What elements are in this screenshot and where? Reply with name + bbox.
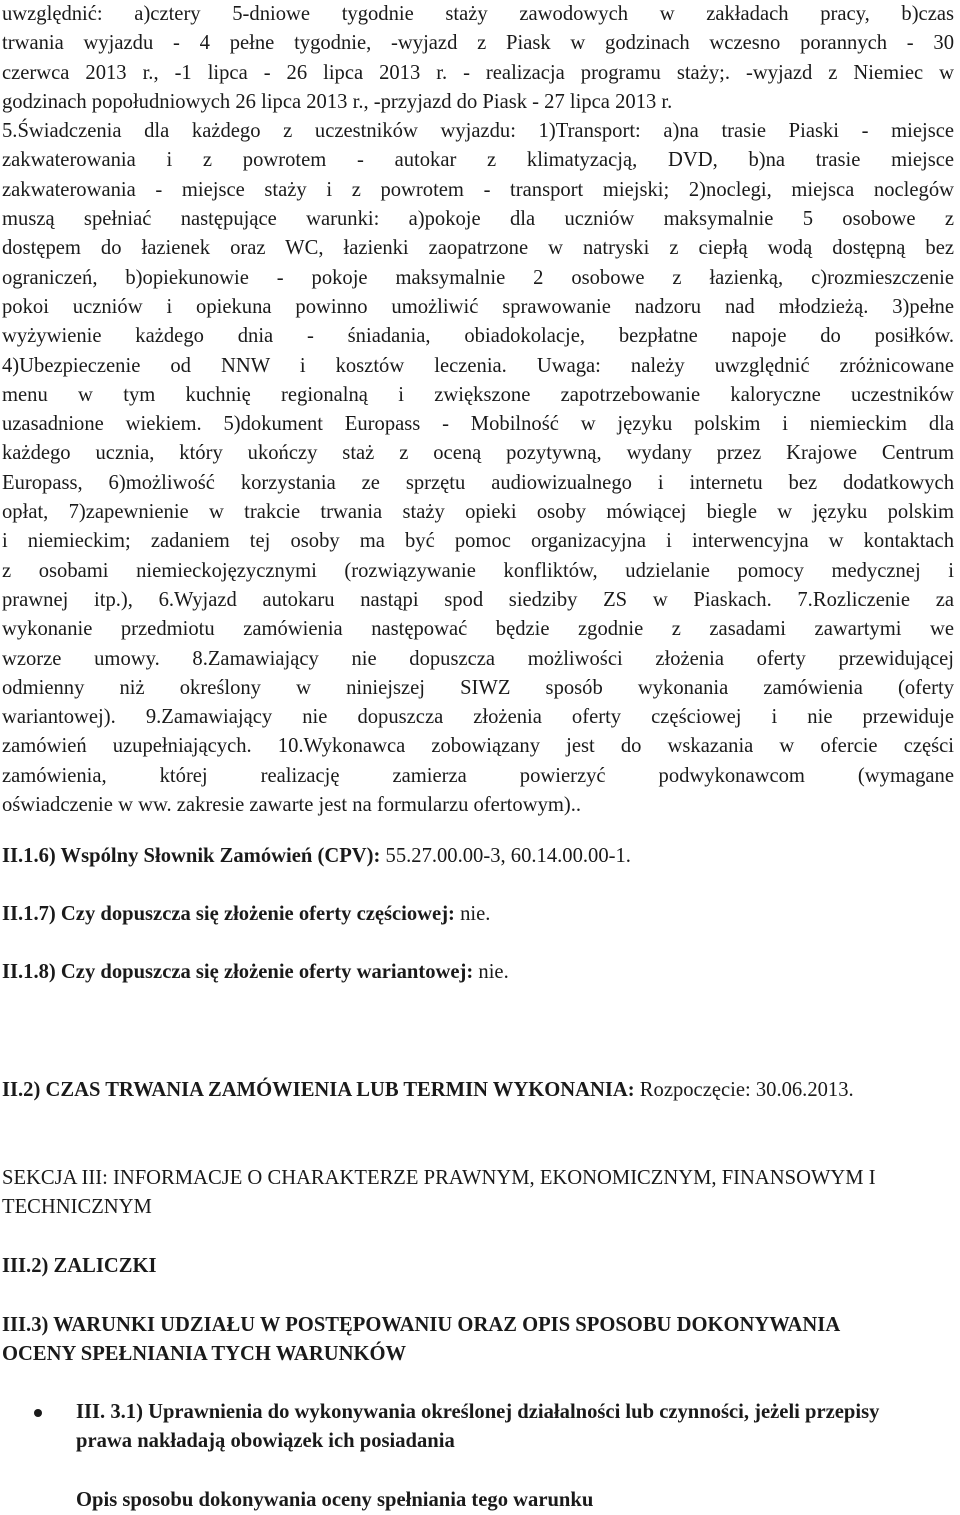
paragraph-line: dostępem do łazienek oraz WC, łazienki zaopatrzone w natryski z ciepłą wodą dostępną bez — [2, 237, 954, 260]
paragraph-line: 4)Ubezpieczenie od NNW i kosztów leczenia. Uwaga: należy uwzględnić zróżnicowane — [2, 354, 954, 377]
paragraph-line: odmienny niż określony w niniejszej SIWZ sposób wykonania zamówienia (oferty — [2, 676, 954, 699]
conditions-heading: III.3) WARUNKI UDZIAŁU W POSTĘPOWANIU ORAZ OPIS SPOSOBU DOKONYWANIA OCENY SPEŁNIANIA TYCH WARUNKÓW — [2, 1314, 840, 1365]
paragraph-line: godzinach popołudniowych 26 lipca 2013 r., -przyjazd do Piask - 27 lipca 2013 r. — [2, 90, 673, 113]
paragraph-line: i niemieckim; zadaniem tej osoby ma być pomoc organizacyjna i interwencyjna w kontaktach — [2, 530, 954, 553]
paragraph-line: wzorze umowy. 8.Zamawiający nie dopuszcza możliwości złożenia oferty przewidującej — [2, 647, 954, 670]
variant-offer-label: II.1.8) Czy dopuszcza się złożenie oferty wariantowej: — [2, 961, 474, 983]
paragraph-line: prawnej itp.), 6.Wyjazd autokaru nastąpi spod siedziby ZS w Piaskach. 7.Rozliczenie za — [2, 588, 954, 611]
paragraph-line: zamówienia, której realizację zamierza powierzyć podwykonawcom (wymagane — [2, 764, 954, 787]
paragraph-line: pokoi uczniów i opiekuna powinno umożliwić sprawowanie nadzoru nad młodzieżą. 3)pełne — [2, 295, 954, 318]
paragraph-line: wykonanie przedmiotu zamówienia następować będzie zgodnie z zasadami zawartymi we — [2, 618, 954, 641]
paragraph-line: wyżywienie każdego dnia - śniadania, obiadokolacje, bezpłatne napoje do posiłków. — [2, 325, 954, 348]
bullet-icon — [34, 1409, 42, 1417]
paragraph-line: uwzględnić: a)cztery 5-dniowe tygodnie staży zawodowych w zakładach pracy, b)czas — [2, 3, 954, 25]
paragraph-line: menu w tym kuchnię regionalną i zwiększone zapotrzebowanie kaloryczne uczestników — [2, 383, 954, 406]
paragraph-line: uzasadnione wiekiem. 5)dokument Europass - Mobilność w języku polskim i niemieckim dla — [2, 413, 954, 436]
variant-offer-field — [2, 958, 954, 987]
section-3-title: SEKCJA III: INFORMACJE O CHARAKTERZE PRAWNYM, EKONOMICZNYM, FINANSOWYM I TECHNICZNYM — [2, 1167, 876, 1218]
cpv-label: II.1.6) Wspólny Słownik Zamówień (CPV): — [2, 845, 381, 867]
specification-paragraph — [2, 0, 954, 820]
duration-value: Rozpoczęcie: 30.06.2013. — [634, 1079, 854, 1101]
cpv-value: 55.27.00.00-3, 60.14.00.00-1. — [380, 845, 631, 867]
paragraph-line: oświadczenie w ww. zakresie zawarte jest na formularzu ofertowym).. — [2, 794, 582, 817]
paragraph-line: wariantowej). 9.Zamawiający nie dopuszcza złożenia oferty częściowej i nie przewiduje — [2, 706, 954, 729]
paragraph-line: ograniczeń, b)opiekunowie - pokoje maksymalnie 2 osobowe z łazienką, c)rozmieszczenie — [2, 266, 954, 289]
partial-offer-label: II.1.7) Czy dopuszcza się złożenie oferty częściowej: — [2, 903, 455, 925]
paragraph-line: zamówień uzupełniających. 10.Wykonawca zobowiązany jest do wskazania w ofercie części — [2, 735, 954, 758]
paragraph-line: muszą spełniać następujące warunki: a)pokoje dla uczniów maksymalnie 5 osobowe z — [2, 208, 954, 231]
paragraph-line: 5.Świadczenia dla każdego z uczestników wyjazdu: 1)Transport: a)na trasie Piaski - miejsce — [2, 120, 954, 143]
advances-heading: III.2) ZALICZKI — [2, 1255, 157, 1277]
bullet-list-item — [2, 1398, 936, 1456]
assessment-label: Opis sposobu dokonywania oceny spełniania tego warunku — [76, 1489, 594, 1511]
paragraph-line: zakwaterowania i z powrotem - autokar z klimatyzacją, DVD, b)na trasie miejsce — [2, 149, 954, 172]
paragraph-line: zakwaterowania - miejsce staży i z powrotem - transport miejski; 2)noclegi, miejsca noclegów — [2, 178, 954, 201]
paragraph-line: opłat, 7)zapewnienie w trakcie trwania staży opieki osoby mówiącej biegle w języku polskim — [2, 501, 954, 524]
paragraph-line: każdego ucznia, który ukończy staż z oceną pozytywną, wydany przez Krajowe Centrum — [2, 442, 954, 465]
duration-field — [2, 1076, 942, 1105]
partial-offer-value: nie. — [454, 903, 491, 925]
paragraph-line: trwania wyjazdu - 4 pełne tygodnie, -wyjazd z Piask w godzinach wczesno porannych - 30 — [2, 32, 954, 55]
paragraph-line: czerwca 2013 r., -1 lipca - 26 lipca 2013 r. - realizacja programu staży;. -wyjazd z Niemiec w — [2, 61, 954, 84]
partial-offer-field — [2, 900, 954, 929]
variant-offer-value: nie. — [473, 961, 509, 983]
paragraph-line: Europass, 6)możliwość korzystania ze sprzętu audiowizualnego i internetu bez dodatkowych — [2, 471, 954, 494]
bullet-item-text: III. 3.1) Uprawnienia do wykonywania określonej działalności lub czynności, jeżeli przepisy prawa nakładają obowiązek ich posiadania — [76, 1401, 880, 1452]
paragraph-line: z osobami niemieckojęzycznymi (rozwiązywanie konfliktów, udzielanie pomocy medycznej i — [2, 559, 954, 582]
cpv-field — [2, 842, 954, 871]
duration-label: II.2) CZAS TRWANIA ZAMÓWIENIA LUB TERMIN WYKONANIA: — [2, 1079, 635, 1101]
